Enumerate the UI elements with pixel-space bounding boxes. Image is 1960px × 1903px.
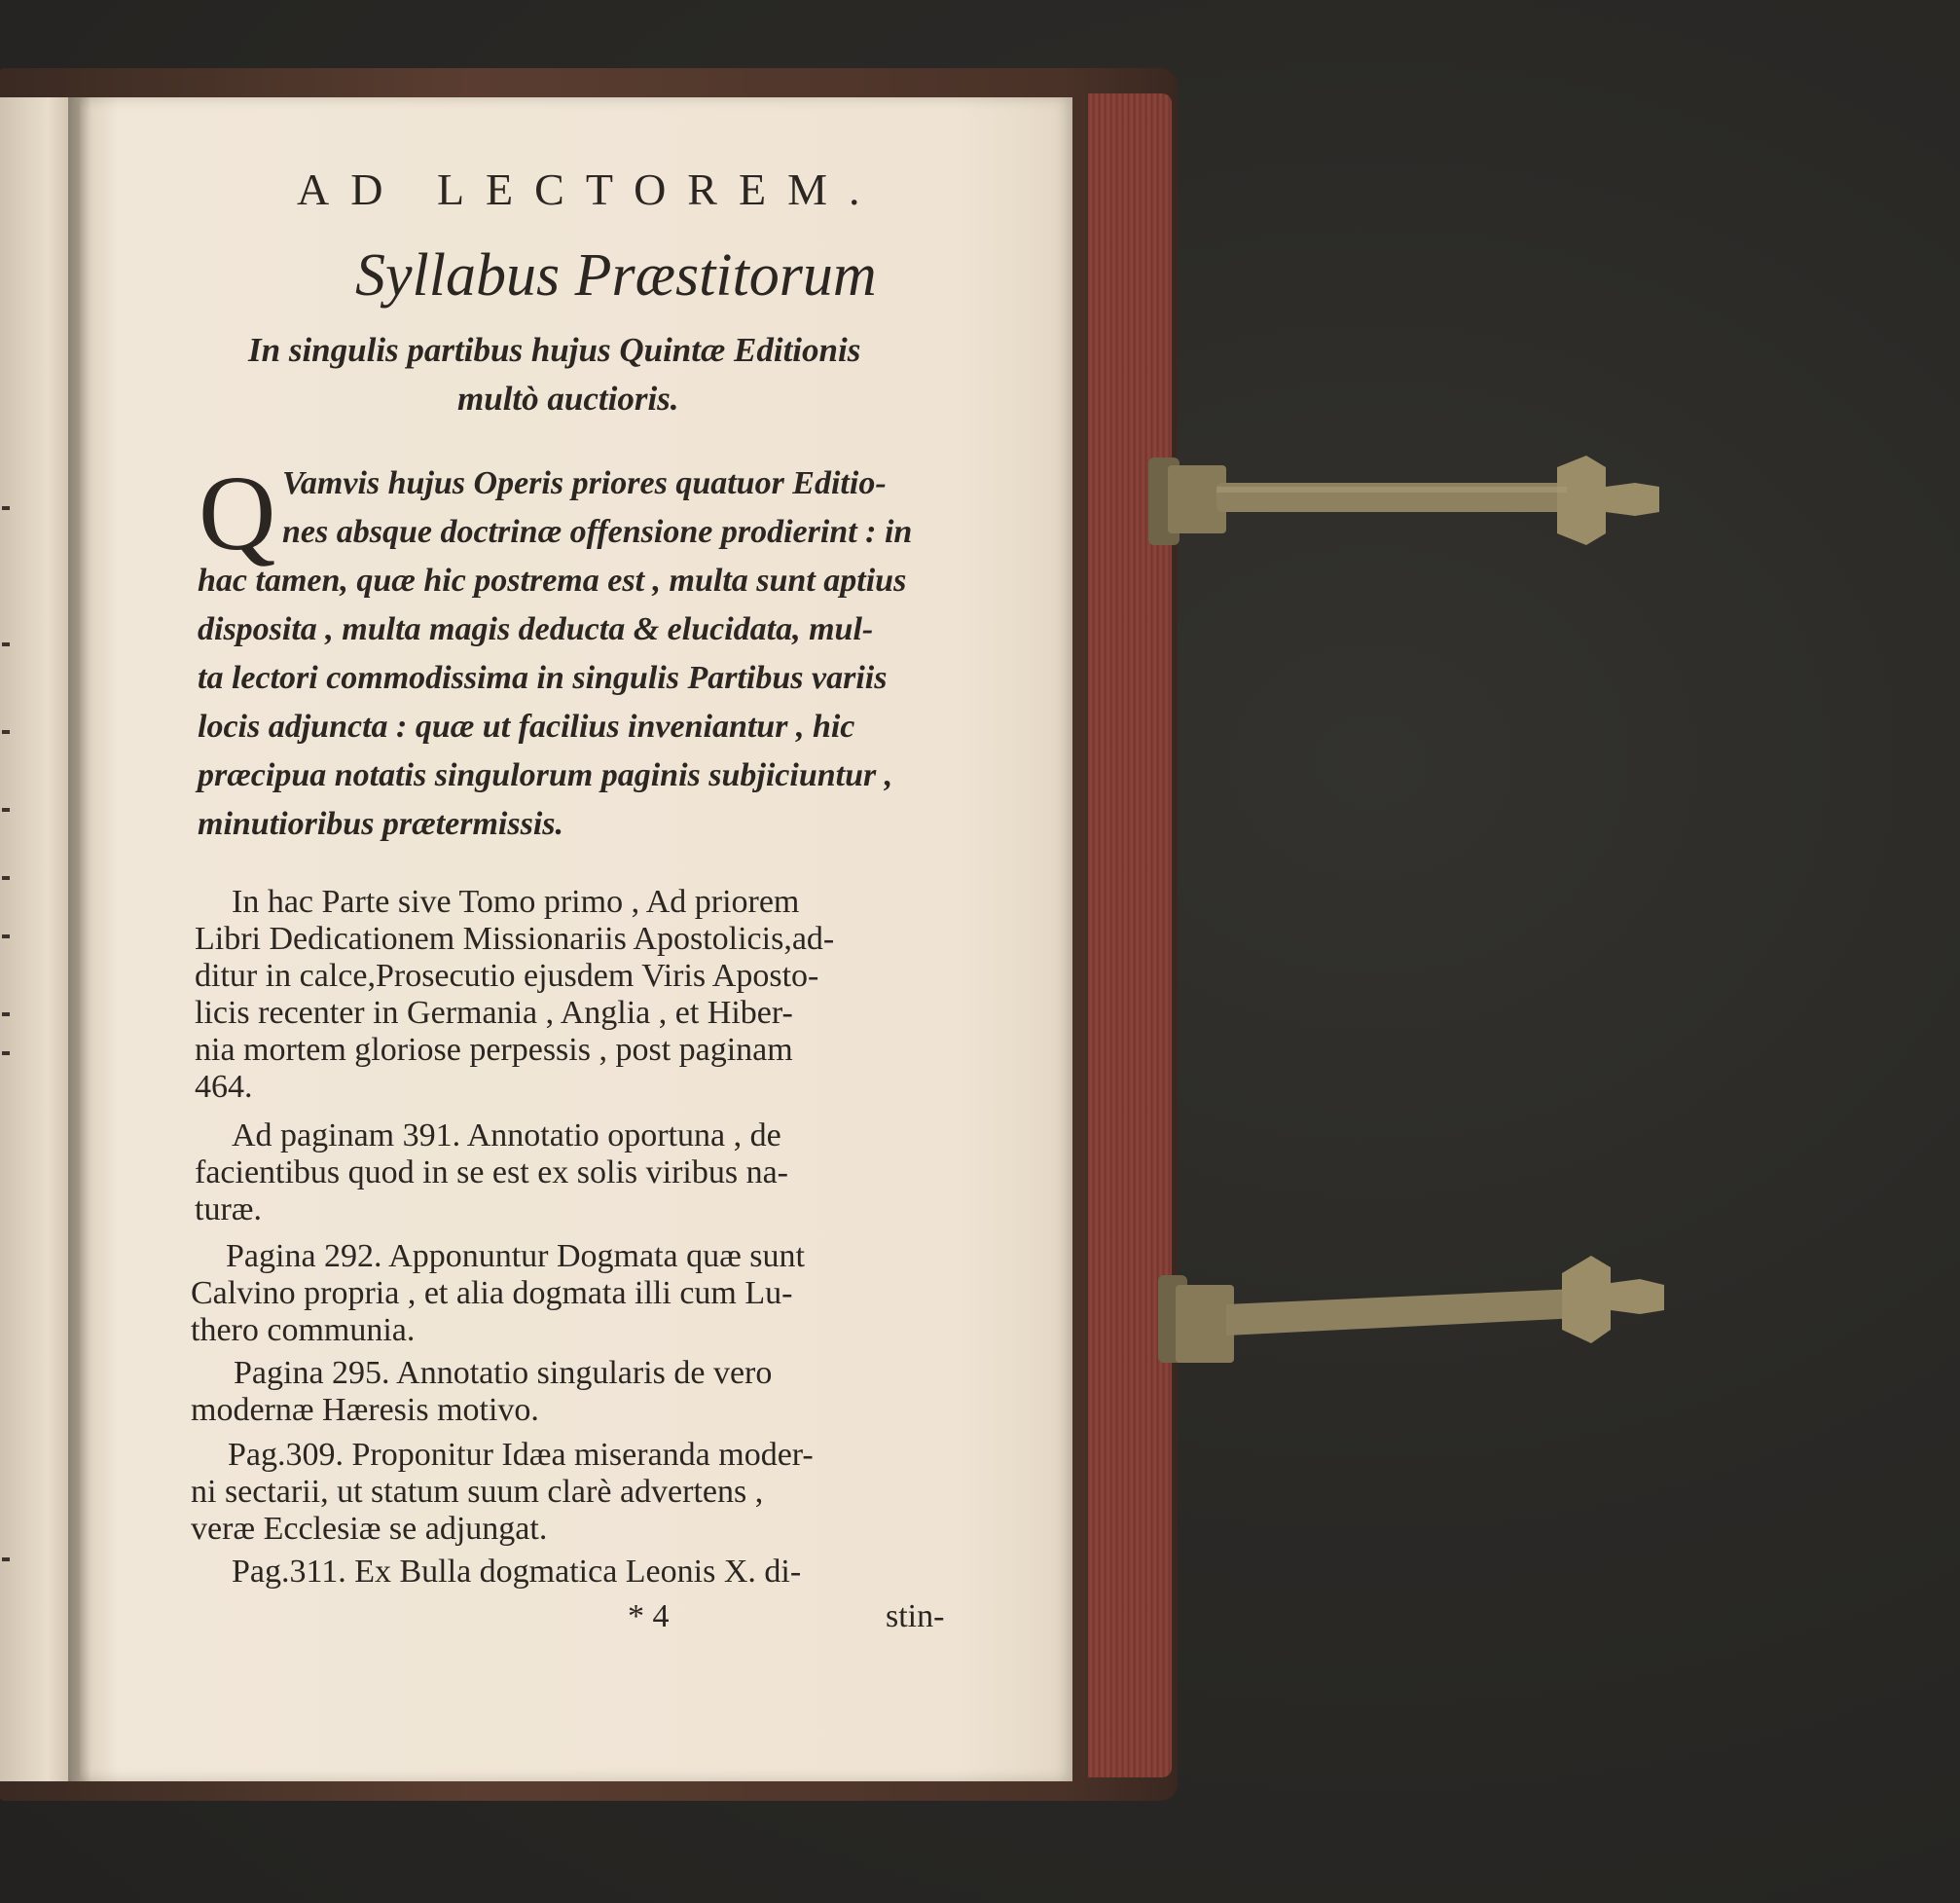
page-title: Syllabus Præstitorum xyxy=(355,242,877,309)
intro-line: disposita , multa magis deducta & elucidata, mul- xyxy=(198,611,874,647)
body-line: Libri Dedicationem Missionariis Apostolicis,ad- xyxy=(195,921,835,957)
book-clasp-icon xyxy=(1148,448,1674,555)
subtitle-line: In singulis partibus hujus Quintæ Editionis xyxy=(248,331,861,369)
body-line: In hac Parte sive Tomo primo , Ad priorem xyxy=(232,884,800,920)
catchword: stin- xyxy=(886,1598,945,1634)
intro-line: præcipua notatis singulorum paginis subjiciuntur , xyxy=(198,757,893,793)
body-line: 464. xyxy=(195,1069,253,1105)
page-gutter-shadow xyxy=(68,97,91,1781)
subtitle-line: multò auctioris. xyxy=(457,380,679,418)
body-line: nia mortem gloriose perpessis , post paginam xyxy=(195,1032,793,1068)
intro-line: minutioribus prætermissis. xyxy=(198,806,564,842)
running-head: AD LECTOREM. xyxy=(297,165,882,214)
page-fore-edge xyxy=(1088,93,1172,1777)
intro-line: locis adjuncta : quæ ut facilius inveniantur , hic xyxy=(198,709,855,745)
body-line: Ad paginam 391. Annotatio oportuna , de xyxy=(232,1117,781,1153)
signature-mark: * 4 xyxy=(628,1598,670,1634)
body-line: ni sectarii, ut statum suum clarè advertens , xyxy=(191,1474,764,1510)
body-line: veræ Ecclesiæ se adjungat. xyxy=(191,1511,548,1547)
body-line: ditur in calce,Prosecutio ejusdem Viris Aposto- xyxy=(195,958,819,994)
body-line: Pag.311. Ex Bulla dogmatica Leonis X. di- xyxy=(232,1554,802,1590)
body-line: Calvino propria , et alia dogmata illi cum Lu- xyxy=(191,1275,793,1311)
body-line: licis recenter in Germania , Anglia , et Hiber- xyxy=(195,995,793,1031)
body-line: Pagina 292. Apponuntur Dogmata quæ sunt xyxy=(226,1238,805,1274)
intro-line: Vamvis hujus Operis priores quatuor Editio- xyxy=(282,465,887,501)
drop-cap: Q xyxy=(199,454,276,572)
book-clasp-icon xyxy=(1158,1246,1684,1382)
intro-line: hac tamen, quæ hic postrema est , multa sunt aptius xyxy=(198,563,907,599)
body-line: turæ. xyxy=(195,1191,262,1227)
body-line: Pagina 295. Annotatio singularis de vero xyxy=(234,1355,773,1391)
intro-line: nes absque doctrinæ offensione prodierint : in xyxy=(282,514,913,550)
body-line: facientibus quod in se est ex solis viribus na- xyxy=(195,1154,789,1190)
body-line: thero communia. xyxy=(191,1312,416,1348)
body-line: modernæ Hæresis motivo. xyxy=(191,1392,539,1428)
left-page-text-edge xyxy=(0,97,19,1781)
intro-line: ta lectori commodissima in singulis Partibus variis xyxy=(198,660,888,696)
body-line: Pag.309. Proponitur Idæa miseranda moder- xyxy=(228,1437,814,1473)
